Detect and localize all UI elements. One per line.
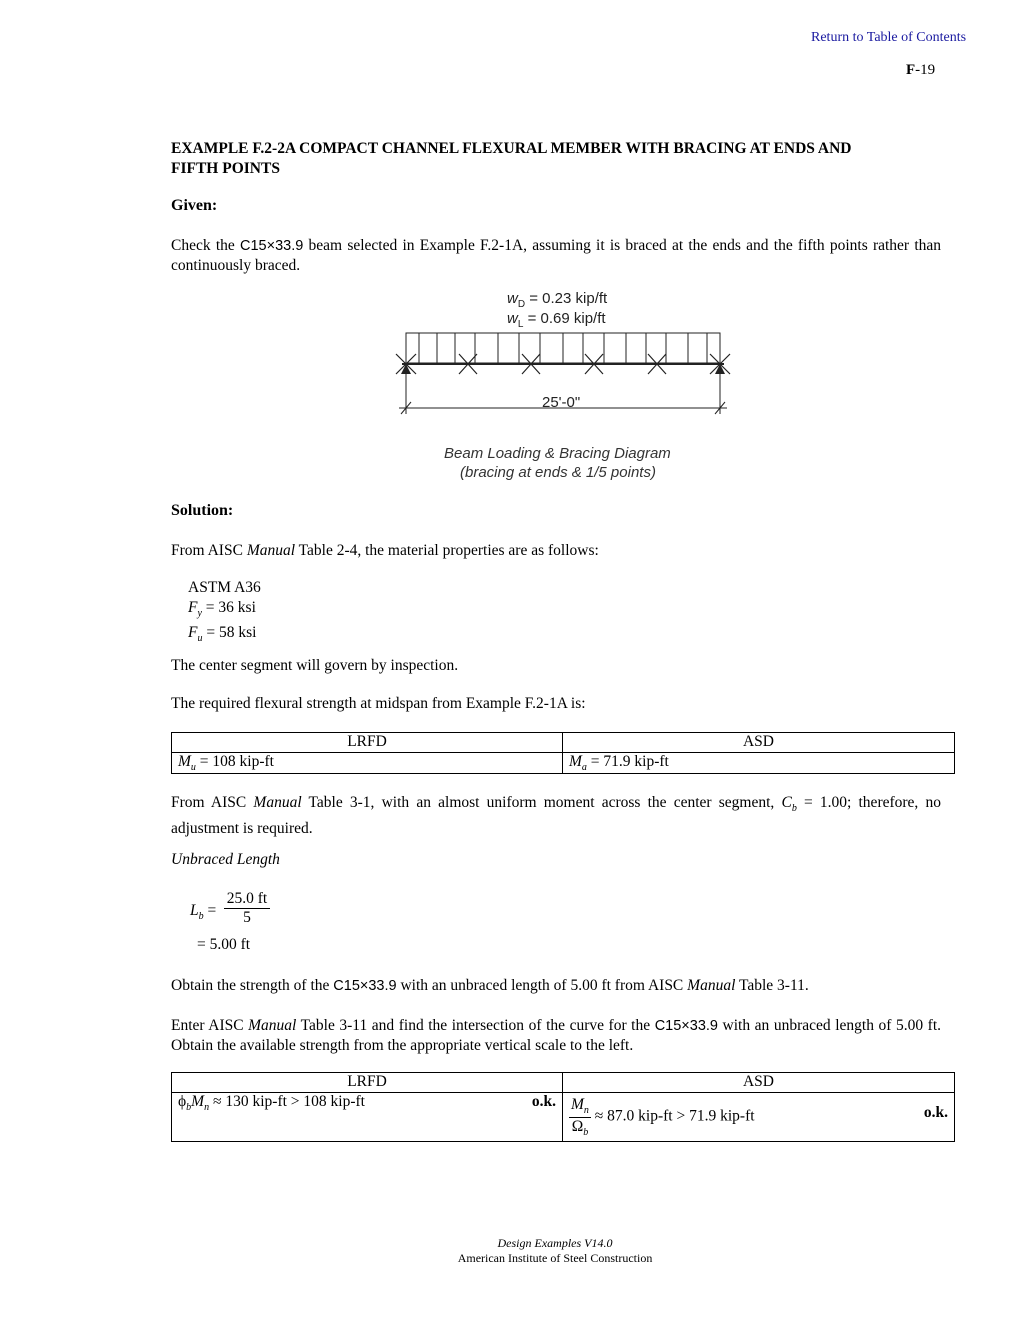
omega-subscript: b: [583, 1126, 589, 1138]
footer-line-1: Design Examples V14.0: [497, 1236, 613, 1250]
cb-symbol: C: [781, 794, 792, 811]
cb-text: [171, 793, 941, 839]
manual-italic: Manual: [246, 542, 296, 559]
obtain-text: [171, 976, 941, 996]
given-heading: Given:: [171, 197, 218, 214]
wd-value: = 0.23 kip/ft: [525, 290, 608, 307]
left-support: [401, 364, 411, 374]
title-line-2: FIFTH POINTS: [171, 160, 280, 177]
lrfd-value: ≈ 130 kip-ft > 108 kip-ft: [209, 1093, 365, 1110]
lb-lhs: [190, 902, 216, 922]
cb-text-a: From AISC: [171, 794, 254, 811]
astm-grade: ASTM A36: [188, 579, 261, 596]
right-support: [715, 364, 725, 374]
mu-subscript: u: [190, 762, 196, 774]
obtain-manual: Manual: [687, 977, 736, 994]
fu-value: = 58 ksi: [202, 624, 257, 642]
wl-value: = 0.69 kip/ft: [523, 310, 606, 327]
given-text: [171, 236, 941, 276]
lb-symbol: L: [190, 902, 199, 919]
intro-b: Table 2-4, the material properties are as follows:: [295, 542, 599, 559]
return-to-toc-link[interactable]: Return to Table of Contents: [811, 30, 967, 45]
mu-symbol: M: [178, 753, 191, 770]
fu-subscript: u: [197, 633, 203, 645]
cb-text-b: Table 3-1, with an almost uniform moment across the center segment,: [301, 794, 782, 811]
member-designation: C15×33.9: [240, 238, 304, 254]
wl-symbol: w: [507, 310, 518, 327]
table2-asd-cell: [563, 1093, 955, 1142]
cb-subscript: b: [791, 803, 797, 815]
asd-numerator: [569, 1096, 591, 1117]
asd-ok: o.k.: [923, 1104, 948, 1122]
given-text-b: beam selected in Example F.2-1A, assuming it is braced at the ends and the fifth points rather than continuously braced.: [171, 237, 942, 274]
enter-text-a: Enter AISC: [171, 1017, 249, 1034]
lb-subscript: b: [198, 911, 204, 923]
asd-mn-subscript: n: [583, 1105, 589, 1117]
page-prefix: F: [906, 62, 916, 78]
lb-result: = 5.00 ft: [197, 936, 251, 953]
intro-a: From AISC: [171, 542, 247, 559]
required-strength-table: [171, 732, 955, 774]
omega-symbol: Ω: [571, 1117, 584, 1135]
span-label: 25'-0": [542, 394, 581, 411]
lb-fraction: [224, 890, 270, 927]
table1-lrfd-header: LRFD: [172, 733, 563, 753]
diagram-caption-2: (bracing at ends & 1/5 points): [460, 464, 656, 481]
lb-equals: =: [203, 902, 217, 919]
wd-subscript: D: [517, 299, 526, 310]
fu-symbol: F: [188, 624, 198, 642]
load-arrows: [406, 333, 720, 363]
asd-mn-symbol: M: [571, 1096, 584, 1114]
title-line-1: EXAMPLE F.2-2A COMPACT CHANNEL FLEXURAL MEMBER WITH BRACING AT ENDS AND: [171, 140, 852, 157]
enter-manual: Manual: [248, 1017, 297, 1034]
obtain-text-a: Obtain the strength of the: [171, 977, 334, 994]
obtain-text-c: Table 3-11.: [735, 977, 809, 994]
ma-subscript: a: [581, 762, 587, 774]
asd-denominator: [569, 1118, 591, 1138]
material-properties: [188, 578, 261, 649]
fy-line: [188, 598, 261, 624]
table1-asd-cell: [563, 753, 955, 774]
fy-symbol: F: [188, 598, 198, 616]
lb-numerator: 25.0 ft: [224, 890, 270, 909]
phi-subscript: b: [186, 1102, 192, 1114]
given-text-a: Check the: [171, 237, 235, 254]
ma-symbol: M: [569, 753, 582, 770]
fu-line: [188, 623, 261, 649]
lb-denominator: 5: [243, 909, 251, 926]
mn-symbol: M: [191, 1093, 205, 1110]
table2-lrfd-cell: [172, 1093, 563, 1142]
table2-lrfd-header: LRFD: [172, 1073, 563, 1093]
footer: [0, 1236, 1024, 1266]
page-number: [906, 62, 935, 79]
asd-fraction: [569, 1096, 591, 1137]
fy-subscript: y: [197, 607, 202, 619]
solution-heading: Solution:: [171, 502, 234, 519]
example-title: [171, 139, 951, 179]
enter-member: C15×33.9: [654, 1018, 718, 1034]
required-strength-text: The required flexural strength at midspan from Example F.2-1A is:: [171, 695, 586, 712]
material-intro: [171, 541, 941, 561]
table1-lrfd-cell: [172, 753, 563, 774]
enter-text-b: Table 3-11 and find the intersection of the curve for the: [296, 1017, 655, 1034]
lrfd-ok: o.k.: [531, 1093, 556, 1110]
wl-subscript: L: [517, 319, 524, 330]
wd-symbol: w: [507, 290, 518, 307]
obtain-text-b: with an unbraced length of 5.00 ft from AISC: [396, 977, 688, 994]
unbraced-length-heading: Unbraced Length: [171, 851, 280, 868]
cb-manual: Manual: [253, 794, 302, 811]
enter-text: [171, 1016, 941, 1056]
fy-value: = 36 ksi: [201, 598, 256, 616]
asd-value: ≈ 87.0 kip-ft > 71.9 kip-ft: [594, 1108, 755, 1125]
obtain-member: C15×33.9: [333, 978, 397, 994]
mu-value: = 108 kip-ft: [195, 753, 274, 770]
enter-text-c: with an unbraced length of 5.00 ft. Obtain the available strength from the appropriate vertical scale to the left.: [171, 1017, 941, 1054]
diagram-caption-1: Beam Loading & Bracing Diagram: [444, 445, 671, 462]
govern-text: The center segment will govern by inspection.: [171, 657, 459, 674]
dead-load-label: [507, 290, 607, 310]
available-strength-table: [171, 1072, 955, 1142]
mn-subscript: n: [204, 1102, 210, 1114]
cb-text-c: = 1.00; therefore, no adjustment is required.: [171, 794, 941, 838]
table1-asd-header: ASD: [563, 733, 955, 753]
phi-symbol: ϕ: [178, 1093, 187, 1110]
footer-line-2: American Institute of Steel Construction: [457, 1251, 653, 1265]
ma-value: = 71.9 kip-ft: [586, 753, 669, 770]
table2-asd-header: ASD: [563, 1073, 955, 1093]
live-load-label: [507, 310, 606, 330]
page-suffix: -19: [915, 62, 936, 78]
